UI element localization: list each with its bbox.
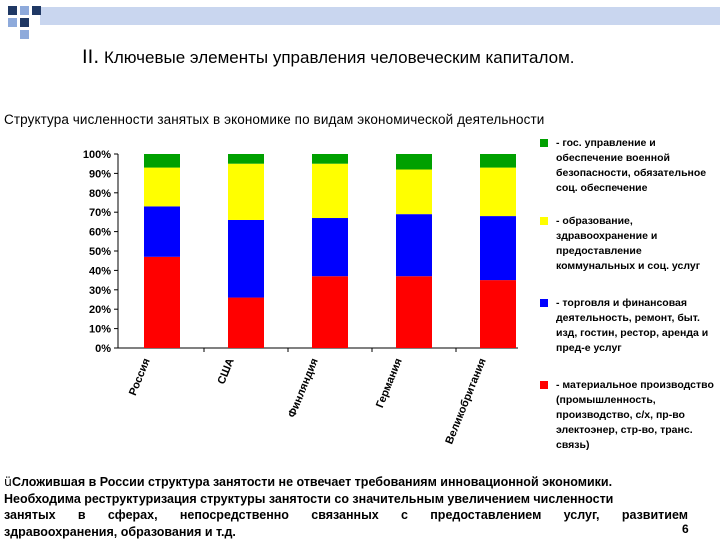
x-category-label: Финляндия [286,356,321,420]
bar-segment [312,164,348,218]
x-category-label: США [215,356,237,387]
bar-segment [144,168,180,207]
deco-square-4 [20,18,29,27]
bar-segment [396,170,432,215]
legend-label: - торговля и финансовая деятельность, ремонт, быт. изд, гостин, рестор, аренда и пред-е услуг [556,297,709,354]
bar-segment [396,276,432,348]
x-category-label: Россия [127,356,153,398]
legend-label: - гос. управление и обеспечение военной безопасности, обязательное соц. обеспечение [556,137,707,194]
bar-segment [228,220,264,298]
y-tick-label: 90% [88,168,111,181]
y-tick-label: 10% [88,323,111,336]
bar-segment [144,154,180,168]
y-tick-label: 50% [88,246,111,258]
legend-label: - образование, здравоохранение и предоставление коммунальных и соц. услуг [556,215,701,272]
bar-segment [312,276,348,348]
deco-square-3 [32,6,41,15]
y-tick-label: 40% [88,265,111,278]
deco-square-1 [8,6,17,15]
stacked-bar-chart [72,146,534,446]
y-tick-label: 60% [88,226,111,239]
bar-segment [396,154,432,170]
legend-label: - материальное производство (промышленность, производство, с/х, пр-во электоэнер, стр-во, транс. связь) [556,379,714,451]
conclusion-line-1: üСложившая в России структура занятости не отвечает требованиям инновационной экономики. [4,474,613,489]
legend-swatch [540,139,548,147]
y-tick-label: 30% [88,284,111,297]
checkmark-icon: ü [4,474,12,489]
legend-swatch [540,217,548,225]
legend-item [540,378,716,453]
y-tick-label: 20% [88,304,111,317]
deco-square-2 [20,6,29,15]
bar-segment [480,216,516,280]
legend-item [540,136,716,196]
legend-swatch [540,299,548,307]
deco-gradient-bar [40,7,720,25]
y-tick-label: 80% [88,187,111,200]
deco-square-6 [20,30,29,39]
bar-segment [228,154,264,164]
x-category-label: Германия [374,356,405,410]
conclusion-line-2: Необходима реструктуризация структуры занятости со значительным увеличением численности [4,491,614,506]
slide-title-number: II. [82,46,100,68]
legend-item [540,296,716,356]
bar-segment [312,218,348,276]
legend-swatch [540,381,548,389]
y-tick-label: 100% [82,149,111,161]
bar-segment [480,168,516,217]
slide-title-text: Ключевые элементы управления человеческим капиталом. [103,48,575,67]
y-tick-label: 0% [95,343,111,355]
slide-title [82,46,575,68]
legend-item [540,214,716,274]
bar-segment [144,206,180,256]
bar-segment [396,214,432,276]
deco-square-5 [8,18,17,27]
bar-segment [228,298,264,348]
chart-subtitle: Структура численности занятых в экономике по видам экономической деятельности [4,112,545,127]
bar-segment [144,257,180,348]
conclusion-line-3: занятых в сферах, непосредственно связанных с предоставлением услуг, развитием [4,508,688,522]
bar-segment [480,280,516,348]
x-category-label: Великобритания [443,356,489,446]
bar-segment [228,164,264,220]
header-decoration [0,0,720,40]
conclusion-text [4,474,688,540]
conclusion-line-4: здравоохранения, образования и т.д. [4,524,236,539]
bar-segment [480,154,516,168]
y-tick-label: 70% [88,207,111,220]
bar-segment [312,154,348,164]
page-number: 6 [682,522,689,536]
